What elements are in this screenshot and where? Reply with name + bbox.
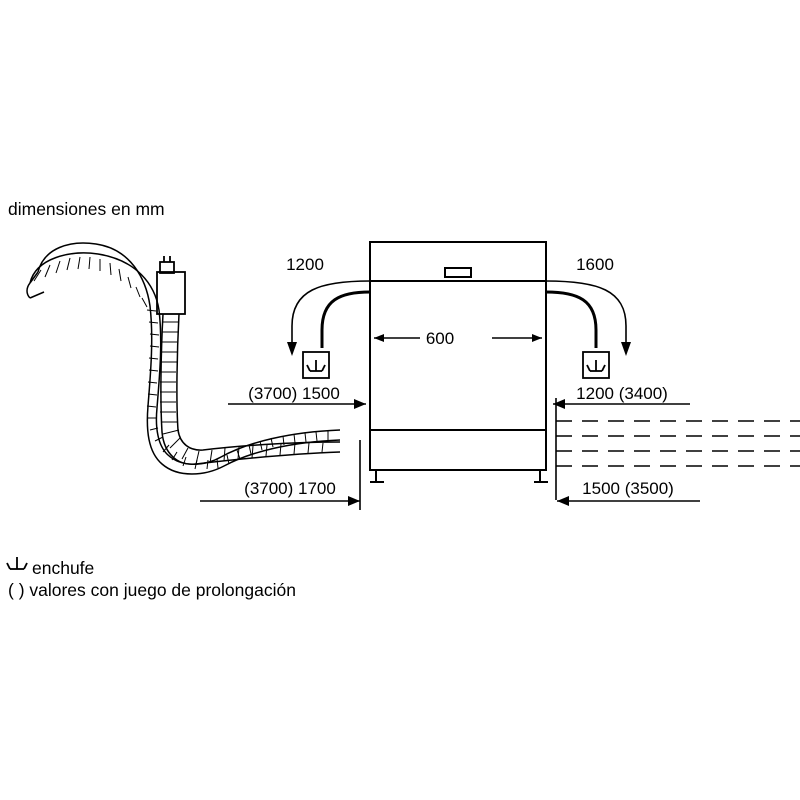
legend-plug-icon — [7, 557, 27, 569]
units-caption: dimensiones en mm — [8, 199, 165, 219]
door-handle-icon — [445, 268, 471, 277]
hose-corrugation — [34, 257, 328, 469]
dishwasher-feet — [370, 470, 548, 482]
legend-plug-label: enchufe — [32, 558, 95, 578]
dimension-mid-left-label: (3700) 1500 — [248, 384, 340, 403]
legend-parentheses-label: ( ) valores con juego de prolongación — [8, 580, 296, 600]
dimension-top-right-label: 1600 — [576, 255, 614, 274]
dimension-bottom-right-label: 1500 (3500) — [582, 479, 674, 498]
power-cable-left — [322, 292, 370, 348]
socket-icon-right — [583, 352, 609, 378]
width-label: 600 — [425, 329, 455, 348]
dimension-bottom-left-label: (3700) 1700 — [244, 479, 336, 498]
aquastop-valve-icon — [157, 256, 185, 314]
hose-end-icon — [27, 272, 44, 298]
dimension-mid-right-label: 1200 (3400) — [576, 384, 668, 403]
power-cable-right — [546, 292, 596, 348]
dimension-top-left-label: 1200 — [286, 255, 324, 274]
socket-icon-left — [303, 352, 329, 378]
width-dimension — [374, 334, 542, 342]
wall-connection-dashed-lines — [556, 421, 800, 466]
